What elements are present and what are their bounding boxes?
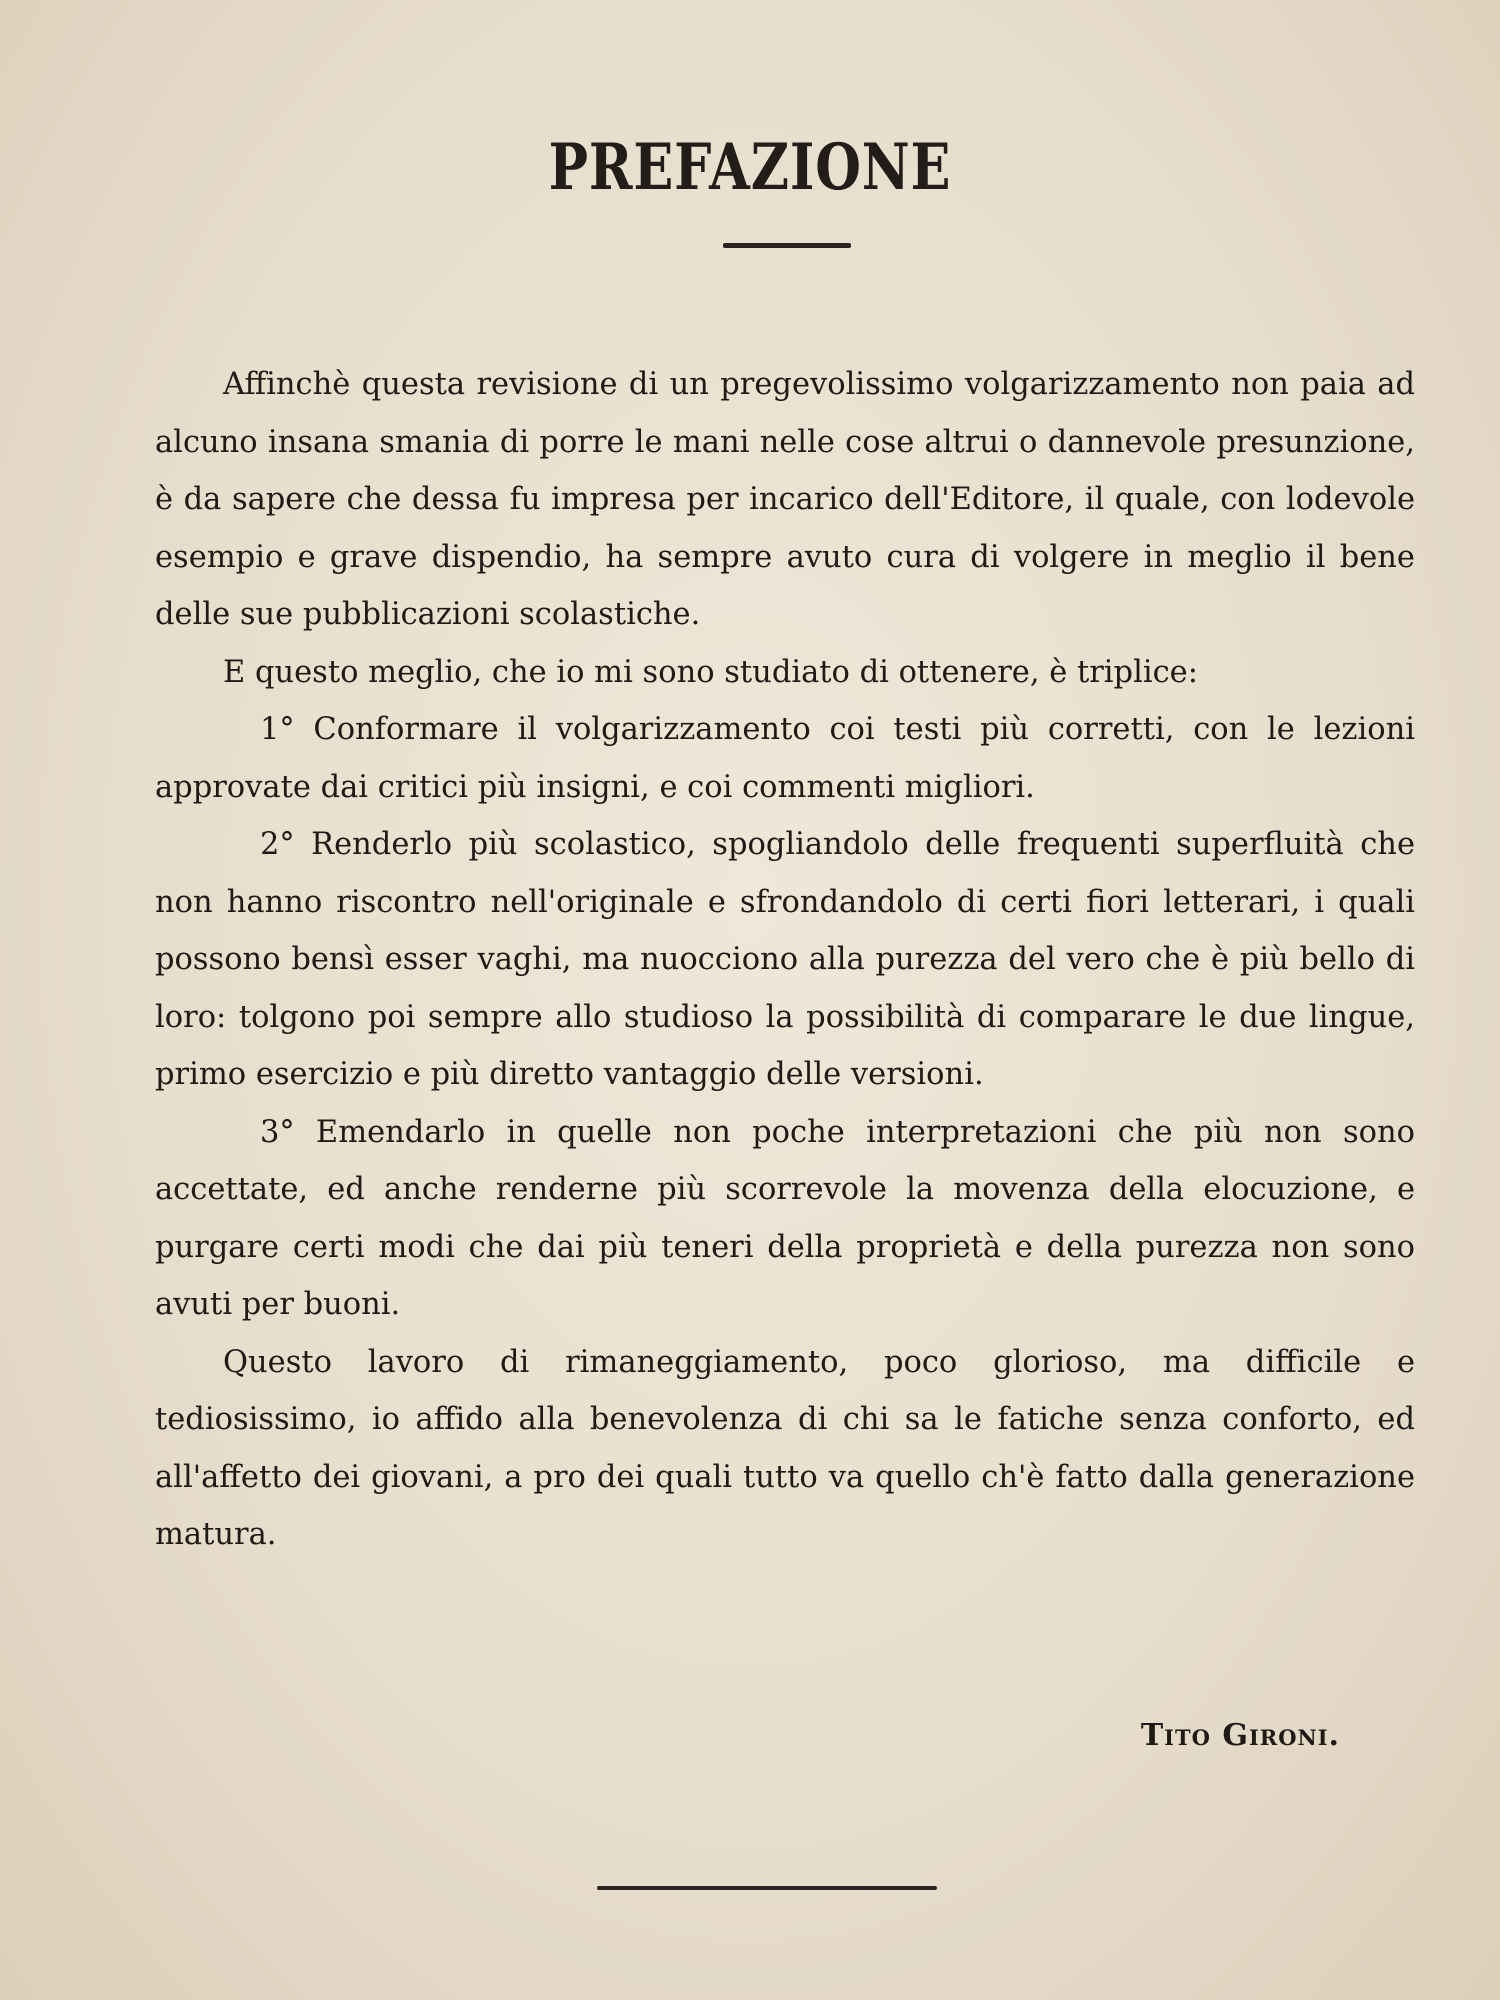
preface-body <box>155 356 1415 1564</box>
paragraph-point-1: 1° Conformare il volgarizzamento coi testi più corretti, con le lezioni approvate dai critici più insigni, e coi commenti migliori. <box>155 712 1415 805</box>
page-title: PREFAZIONE <box>548 130 952 205</box>
paragraph-intro: Affinchè questa revisione di un pregevolissimo volgarizzamento non paia ad alcuno insana smania di porre le mani nelle cose altrui o dannevole presunzione, è da sapere che dessa fu impresa per incarico dell'Editore, il quale, con lodevole esempio e grave dispendio, ha sempre avuto cura di volgere in meglio il bene delle sue pubblicazioni scolastiche. <box>155 367 1415 632</box>
paragraph-point-3: 3° Emendarlo in quelle non poche interpretazioni che più non sono accettate, ed anche renderne più scorrevole la movenza della elocuzione, e purgare certi modi che dai più teneri della proprietà e della purezza non sono avuti per buoni. <box>155 1114 1415 1322</box>
paragraph-triplice: E questo meglio, che io mi sono studiato di ottenere, è triplice: <box>223 654 1198 690</box>
end-rule <box>597 1886 937 1890</box>
author-signature: Tito Gironi. <box>1140 1718 1340 1753</box>
paragraph-point-2: 2° Renderlo più scolastico, spogliandolo delle frequenti superfluità che non hanno riscontro nell'originale e sfrondandolo di certi fiori letterari, i quali possono bensì esser vaghi, ma nuocciono alla purezza del vero che è più bello di loro: tolgono poi sempre allo studioso la possibilità di comparare le due lingue, primo esercizio e più diretto vantaggio delle versioni. <box>155 827 1415 1092</box>
paragraph-closing: Questo lavoro di rimaneggiamento, poco glorioso, ma difficile e tediosissimo, io affido alla benevolenza di chi sa le fatiche senza conforto, ed all'affetto dei giovani, a pro dei quali tutto va quello ch'è fatto dalla generazione matura. <box>155 1344 1415 1552</box>
title-rule <box>723 243 851 248</box>
